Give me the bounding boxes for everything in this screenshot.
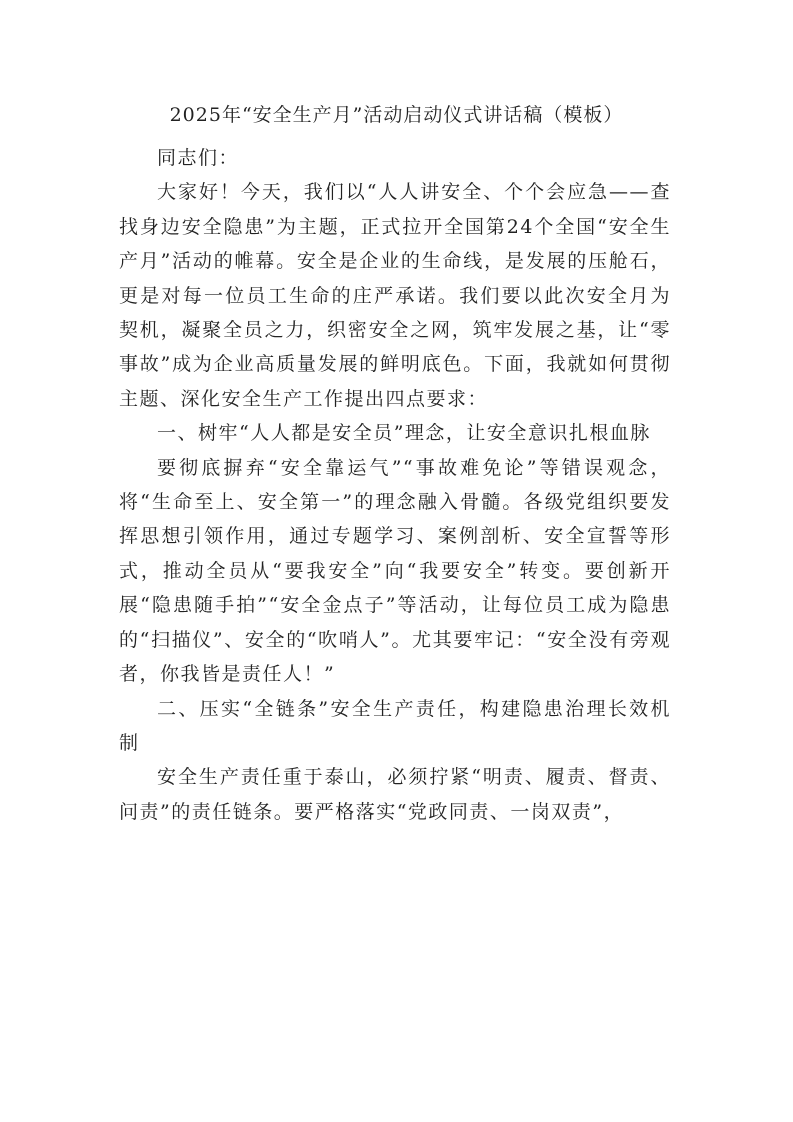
section-heading-2: 二、压实“全链条”安全生产责任，构建隐患治理长效机制: [119, 697, 671, 754]
section-body-1: 要彻底摒弃“安全靠运气”“事故难免论”等错误观念，将“生命至上、安全第一”的理念融入骨髓。各级党组织要发挥思想引领作用，通过专题学习、案例剖析、安全宣誓等形式，推动全员从“要我安全”向“我要安全”转变。要创新开展“隐患随手拍”“安全金点子”等活动，让每位员工成为隐患的“扫描仪”、安全的“吹哨人”。尤其要牢记：“安全没有旁观者，你我皆是责任人！”: [119, 456, 671, 686]
salutation-paragraph: 同志们：: [157, 147, 240, 169]
document-title: 2025年“安全生产月”活动启动仪式讲话稿（模板）: [169, 104, 624, 126]
section-body-2: 安全生产责任重于泰山，必须拧紧“明责、履责、督责、问责”的责任链条。要严格落实“党政同责、一岗双责”，: [119, 766, 671, 823]
document-body: [119, 141, 671, 829]
opening-paragraph: 大家好！今天，我们以“人人讲安全、个个会应急——查找身边安全隐患”为主题，正式拉开全国第24个全国“安全生产月”活动的帷幕。安全是企业的生命线，是发展的压舱石，更是对每一位员工生命的庄严承诺。我们要以此次安全月为契机，凝聚全员之力，织密安全之网，筑牢发展之基，让“零事故”成为企业高质量发展的鲜明底色。下面，我就如何贯彻主题、深化安全生产工作提出四点要求：: [119, 181, 671, 410]
section-heading-1: 一、树牢“人人都是安全员”理念，让安全意识扎根血脉: [157, 422, 651, 445]
